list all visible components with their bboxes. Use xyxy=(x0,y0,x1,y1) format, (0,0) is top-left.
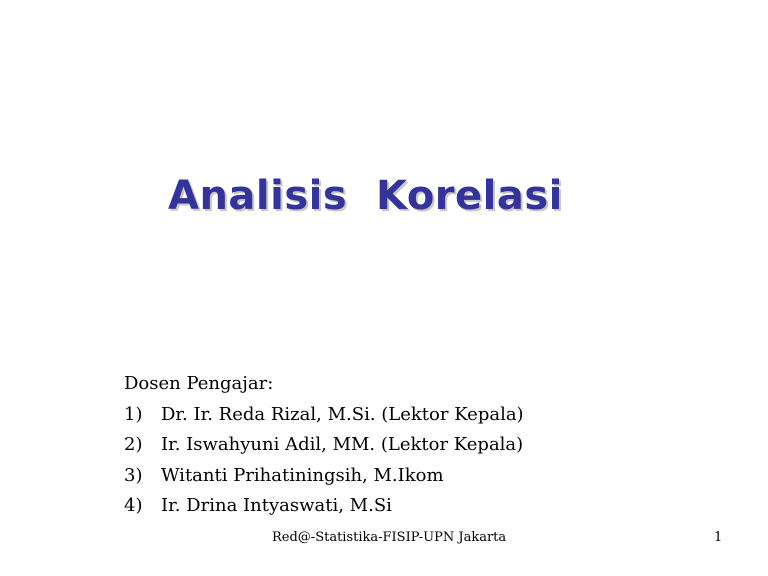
lecturer-item xyxy=(124,430,524,461)
lecturer-name: Dr. Ir. Reda Rizal, M.Si. (Lektor Kepala) xyxy=(161,403,524,425)
lecturer-name: Ir. Drina Intyaswati, M.Si xyxy=(161,495,392,516)
page-number: 1 xyxy=(714,530,723,545)
lecturer-item xyxy=(124,491,524,522)
lecturer-number: 4) xyxy=(124,495,143,516)
lecturer-number: 2) xyxy=(124,434,143,455)
lecturer-list-heading: Dosen Pengajar: xyxy=(124,373,274,394)
slide-footer: Red@-Statistika-FISIP-UPN Jakarta xyxy=(272,530,507,545)
lecturer-item xyxy=(124,461,524,492)
lecturer-number: 3) xyxy=(124,464,143,486)
lecturer-list xyxy=(124,369,524,522)
lecturer-name: Witanti Prihatiningsih, M.Ikom xyxy=(161,464,444,486)
lecturer-number: 1) xyxy=(124,403,143,425)
slide-title: Analisis Korelasi xyxy=(168,173,563,219)
lecturer-name: Ir. Iswahyuni Adil, MM. (Lektor Kepala) xyxy=(161,434,524,455)
lecturer-item xyxy=(124,400,524,431)
